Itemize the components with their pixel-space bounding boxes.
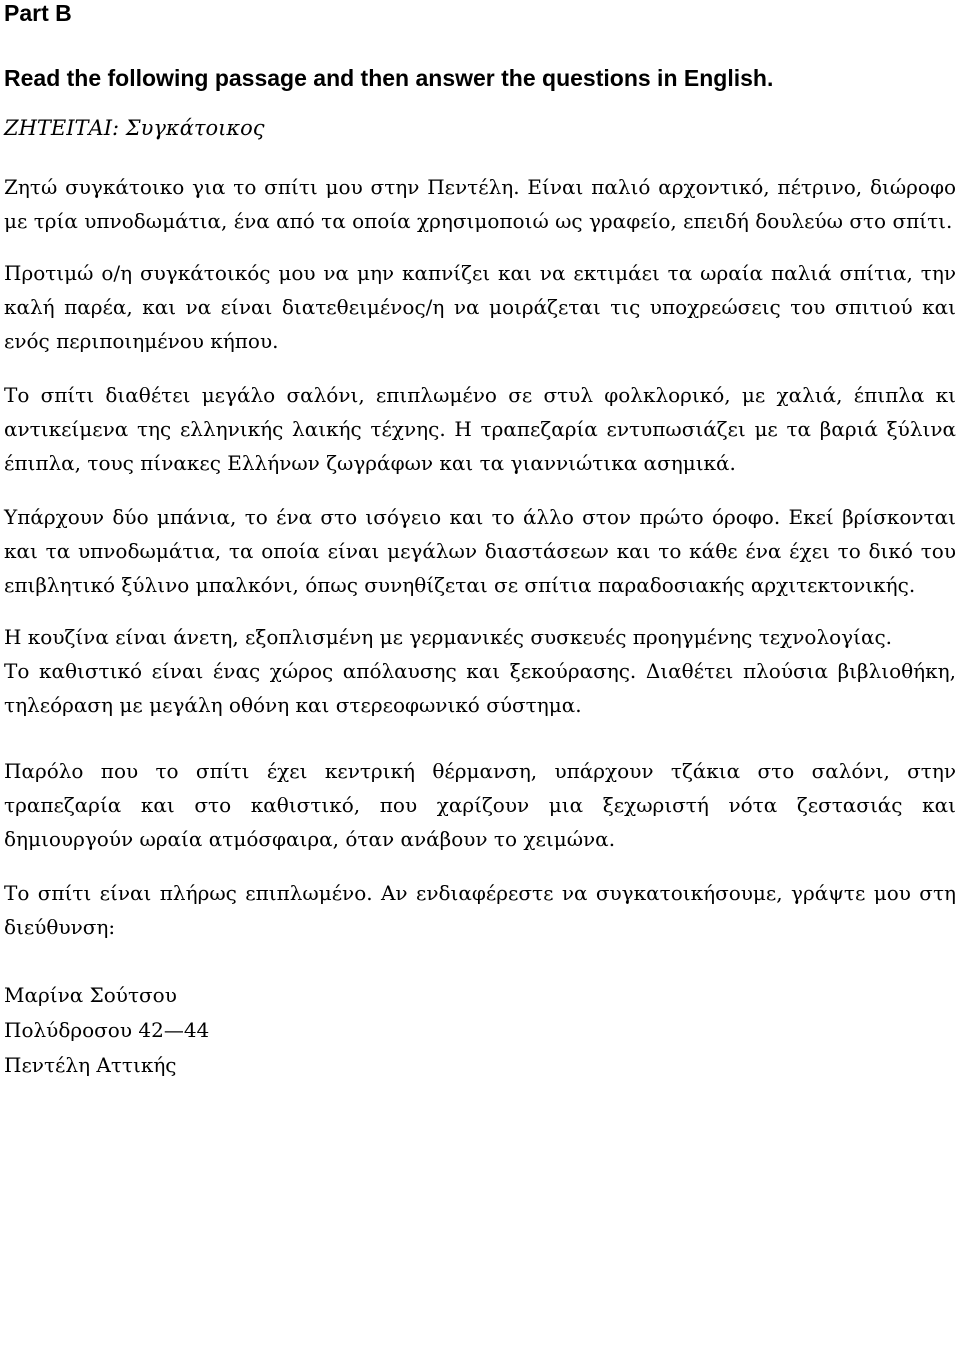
paragraph-kitchen: Η κουζίνα είναι άνετη, εξοπλισμένη με γερμανικές συσκευές προηγμένης τεχνολογίας.: [4, 625, 893, 649]
paragraph-contact: Το σπίτι είναι πλήρως επιπλωμένο. Αν ενδιαφέρεστε να συγκατοικήσουμε, γράψτε μου στη διεύθυνση:: [4, 881, 956, 939]
address-street: Πολύδροσου 42—44: [4, 1018, 210, 1042]
instructions: Read the following passage and then answer the questions in English.: [4, 65, 774, 91]
paragraph-living-room: Το σπίτι διαθέτει μεγάλο σαλόνι, επιπλωμένο σε στυλ φολκλορικό, με χαλιά, έπιπλα κι αντικείμενα της ελληνικής λαικής τέχνης. Η τραπεζαρία εντυπωσιάζει με τα βαριά ξύλινα έπιπλα, τους πίνακες Ελλήνων ζωγράφων και τα γιαννιώτικα ασημικά.: [4, 383, 956, 475]
address-name: Μαρίνα Σούτσου: [4, 983, 177, 1007]
ad-heading: ΖΗΤΕΙΤΑΙ: Συγκάτοικος: [4, 116, 265, 140]
address-block: [4, 978, 956, 1083]
paragraph-house-intro: Ζητώ συγκάτοικο για το σπίτι μου στην Πεντέλη. Είναι παλιό αρχοντικό, πέτρινο, διώροφο με τρία υπνοδωμάτια, ένα από τα οποία χρησιμοποιώ ως γραφείο, επειδή δουλεύω στο σπίτι.: [4, 175, 956, 233]
advertisement-passage: [4, 114, 956, 1083]
address-area: Πεντέλη Αττικής: [4, 1053, 177, 1077]
paragraph-sitting-room: Το καθιστικό είναι ένας χώρος απόλαυσης και ξεκούρασης. Διαθέτει πλούσια βιβλιοθήκη, τηλεόραση με μεγάλη οθόνη και στερεοφωνικό σύστημα.: [4, 659, 956, 717]
paragraph-preferences: Προτιμώ ο/η συγκάτοικός μου να μην καπνίζει και να εκτιμάει τα ωραία παλιά σπίτια, την καλή παρέα, και να είναι διατεθειμένος/η να μοιράζεται τις υποχρεώσεις του σπιτιού και ενός περιποιημένου κήπου.: [4, 261, 956, 353]
exam-page: [4, 0, 956, 1083]
paragraph-heating: Παρόλο που το σπίτι έχει κεντρική θέρμανση, υπάρχουν τζάκια στο σαλόνι, στην τραπεζαρία και στο καθιστικό, που χαρίζουν μια ξεχωριστή νότα ζεστασιάς και δημιουργούν ωραία ατμόσφαιρα, όταν ανάβουν το χειμώνα.: [4, 759, 956, 851]
paragraph-bathrooms: Υπάρχουν δύο μπάνια, το ένα στο ισόγειο και το άλλο στον πρώτο όροφο. Εκεί βρίσκονται και τα υπνοδωμάτια, τα οποία είναι μεγάλων διαστάσεων και το κάθε ένα έχει το δικό του επιβλητικό ξύλινο μπαλκόνι, όπως συνηθίζεται σε σπίτια παραδοσιακής αρχιτεκτονικής.: [4, 505, 956, 597]
part-title: Part B: [4, 0, 72, 26]
